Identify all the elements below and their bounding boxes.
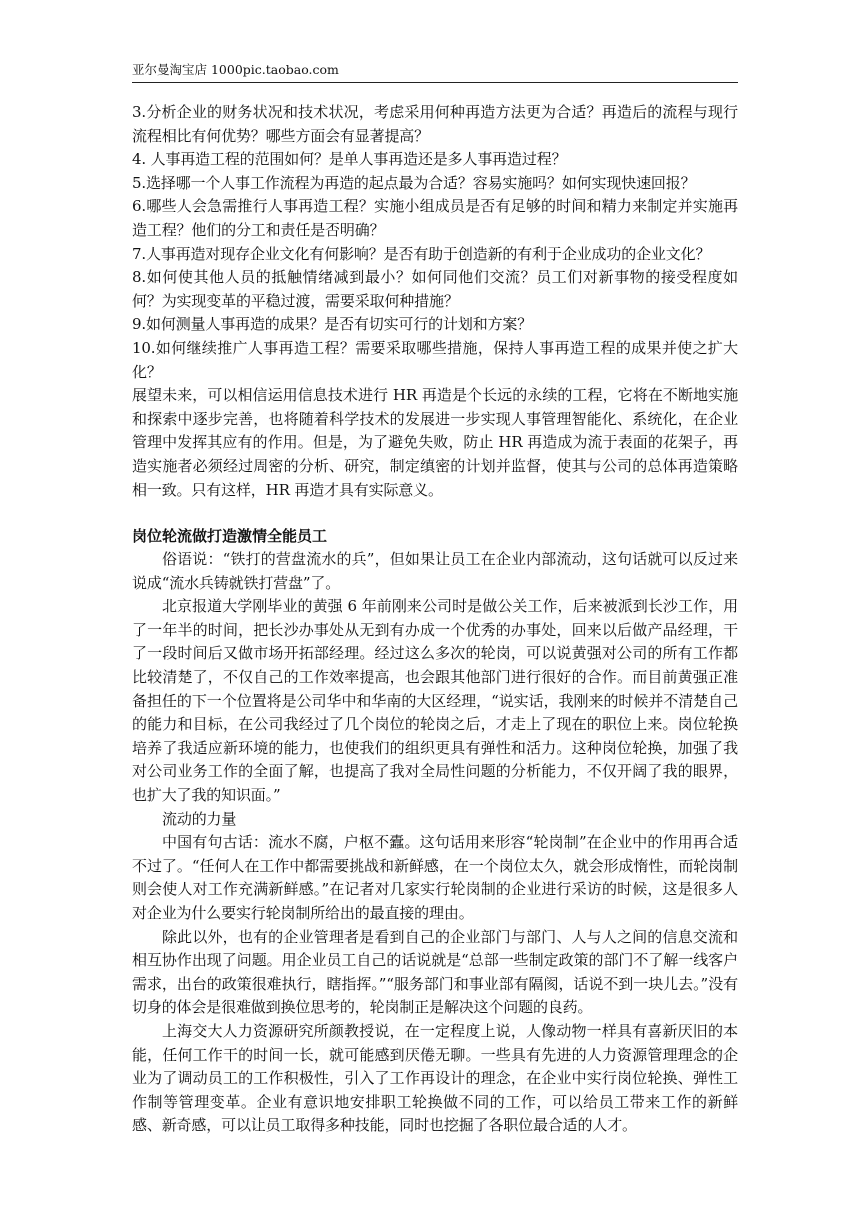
question-9: 9.如何测量人事再造的成果？是否有切实可行的计划和方案？ <box>132 315 533 334</box>
section-paragraph: 中国有句古话：流水不腐，户枢不蠹。这句话用来形容“轮岗制”在企业中的作用再合适不过了。“任何人在工作中都需要挑战和新鲜感，在一个岗位太久，就会形成惰性，而轮岗制则会使人对工作充满新鲜感。”在记者对几家实行轮岗制的企业进行采访的时候，这是很多人对企业为什么要实行轮岗制所给出的最直接的理由。 <box>132 833 738 922</box>
question-7: 7.人事再造对现存企业文化有何影响？是否有助于创造新的有利于企业成功的企业文化？ <box>132 244 711 263</box>
section-paragraph: 北京报道大学刚毕业的黄强 6 年前刚来公司时是做公关工作，后来被派到长沙工作，用了一年半的时间，把长沙办事处从无到有办成一个优秀的办事处，回来以后做产品经理，干了一段时间后又做市场开拓部经理。经过这么多次的轮岗，可以说黄强对公司的所有工作都比较清楚了，不仅自己的工作效率提高，也会跟其他部门进行很好的合作。而目前黄强正准备担任的下一个位置将是公司华中和华南的大区经理，“说实话，我刚来的时候并不清楚自己的能力和目标，在公司我经过了几个岗位的轮岗之后，才走上了现在的职位上来。岗位轮换培养了我适应新环境的能力，也使我们的组织更具有弹性和活力。这种岗位轮换，加强了我对公司业务工作的全面了解，也提高了我对全局性问题的分析能力，不仅开阔了我的眼界，也扩大了我的知识面。” <box>132 597 738 805</box>
subheading: 流动的力量 <box>162 809 237 828</box>
page-header <box>132 62 738 83</box>
question-6: 6.哪些人会急需推行人事再造工程？实施小组成员是否有足够的时间和精力来制定并实施再造工程？他们的分工和责任是否明确？ <box>132 197 738 239</box>
header-text: 亚尔曼淘宝店 1000pic.taobao.com <box>132 62 339 77</box>
section-title: 岗位轮流做打造激情全能员工 <box>132 527 328 546</box>
section-paragraph: 俗语说：“铁打的营盘流水的兵”，但如果让员工在企业内部流动，这句话就可以反过来说成“流水兵铸就铁打营盘”了。 <box>132 550 738 592</box>
section-paragraph: 上海交大人力资源研究所颜教授说，在一定程度上说，人像动物一样具有喜新厌旧的本能，任何工作干的时间一长，就可能感到厌倦无聊。一些具有先进的人力资源管理理念的企业为了调动员工的工作积极性，引入了工作再设计的理念，在企业中实行岗位轮换、弹性工作制等管理变革。企业有意识地安排职工轮换做不同的工作，可以给员工带来工作的新鲜感、新奇感，可以让员工取得多种技能，同时也挖掘了各职位最合适的人才。 <box>132 1021 738 1135</box>
question-10: 10.如何继续推广人事再造工程？需要采取哪些措施，保持人事再造工程的成果并使之扩大化？ <box>132 338 738 381</box>
document-body <box>132 101 738 1138</box>
outlook-paragraph: 展望未来，可以相信运用信息技术进行 HR 再造是个长远的永续的工程，它将在不断地实施和探索中逐步完善，也将随着科学技术的发展进一步实现人事管理智能化、系统化，在企业管理中发挥其应有的作用。但是，为了避免失败，防止 HR 再造成为流于表面的花架子，再造实施者必须经过周密的分析、研究，制定缜密的计划并监督，使其与公司的总体再造策略相一致。只有这样，HR 再造才具有实际意义。 <box>132 386 738 499</box>
question-4: 4. 人事再造工程的范围如何？是单人事再造还是多人事再造过程？ <box>132 150 567 169</box>
section-spacer <box>132 502 738 524</box>
question-3: 3.分析企业的财务状况和技术状况，考虑采用何种再造方法更为合适？再造后的流程与现行流程相比有何优势？哪些方面会有显著提高？ <box>132 103 738 145</box>
section-paragraph: 除此以外，也有的企业管理者是看到自己的企业部门与部门、人与人之间的信息交流和相互协作出现了问题。用企业员工自己的话说就是“总部一些制定政策的部门不了解一线客户需求，出台的政策很难执行，瞎指挥。”“服务部门和事业部有隔阂，话说不到一块儿去。”没有切身的体会是很难做到换位思考的，轮岗制正是解决这个问题的良药。 <box>132 927 738 1017</box>
question-5: 5.选择哪一个人事工作流程为再造的起点最为合适？容易实施吗？如何实现快速回报？ <box>132 173 696 192</box>
question-8: 8.如何使其他人员的抵触情绪减到最小？如何同他们交流？员工们对新事物的接受程度如何？为实现变革的平稳过渡，需要采取何种措施？ <box>132 268 738 310</box>
